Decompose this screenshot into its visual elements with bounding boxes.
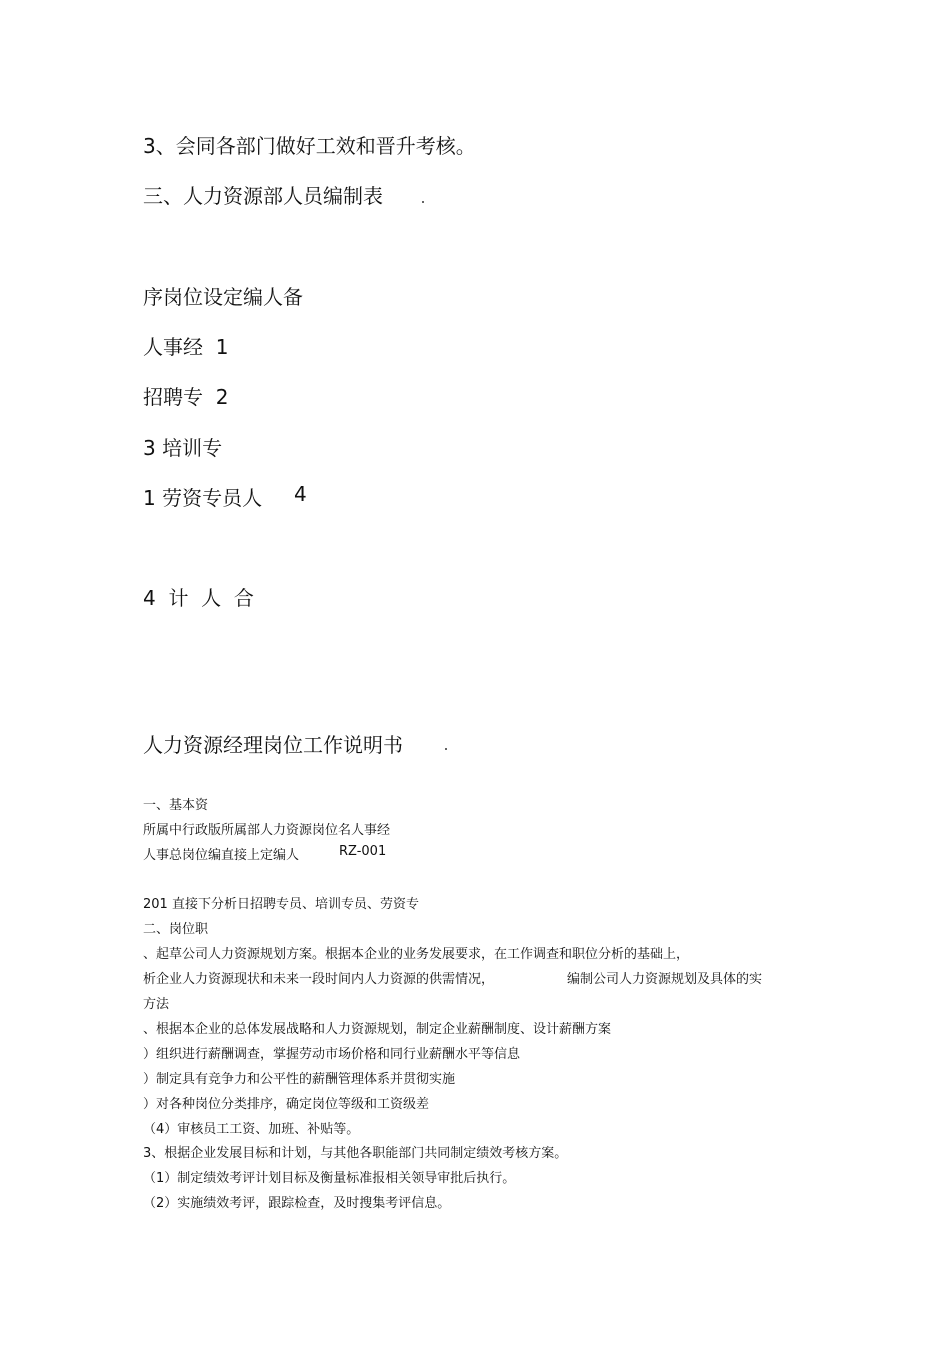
jd-line: 编制公司人力资源规划及具体的实	[567, 972, 763, 987]
stray-dot-mark	[422, 201, 424, 203]
jd-line: 所属中行政版所属部人力资源岗位名人事经	[143, 823, 391, 838]
jd-line: 人事总岗位编直接上定编人	[143, 848, 300, 863]
jd-line: （2）实施绩效考评，跟踪检查，及时搜集考评信息。	[143, 1196, 451, 1211]
jd-line: 、根据本企业的总体发展战略和人力资源规划，制定企业薪酬制度、设计薪酬方案	[143, 1022, 612, 1037]
table-row-training: 3 培训专	[143, 436, 223, 460]
jd-line: （4）审核员工工资、加班、补贴等。	[143, 1122, 360, 1137]
job-description-title: 人力资源经理岗位工作说明书	[143, 733, 403, 757]
table-row-total: 4 计 人 合	[143, 586, 254, 610]
table-row-hr-manager: 人事经 1	[143, 335, 229, 359]
stray-dot-mark	[445, 748, 447, 750]
jd-line: 3、根据企业发展目标和计划，与其他各职能部门共同制定绩效考核方案。	[143, 1146, 568, 1161]
jd-line: （1）制定绩效考评计划目标及衡量标准报相关领导审批后执行。	[143, 1171, 516, 1186]
table-row-payroll-count: 4	[294, 482, 307, 506]
line-appraisal: 3、会同各部门做好工效和晋升考核。	[143, 134, 476, 158]
jd-line: ）对各种岗位分类排序，确定岗位等级和工资级差	[143, 1097, 430, 1112]
jd-line: ）制定具有竞争力和公平性的薪酬管理体系并贯彻实施	[143, 1072, 456, 1087]
jd-line: 析企业人力资源现状和未来一段时间内人力资源的供需情况，	[143, 972, 495, 987]
table-header-row: 序岗位设定编人备	[143, 285, 303, 309]
jd-line: 、起草公司人力资源规划方案。根据本企业的业务发展要求，在工作调查和职位分析的基础上，	[143, 947, 690, 962]
jd-line: 一、基本资	[143, 798, 209, 813]
jd-line-code: RZ-001	[339, 844, 387, 859]
jd-line: 201 直接下分析日招聘专员、培训专员、劳资专	[143, 897, 419, 912]
jd-line: ）组织进行薪酬调查，掌握劳动市场价格和同行业薪酬水平等信息	[143, 1047, 521, 1062]
jd-line: 二、岗位职	[143, 922, 209, 937]
table-row-payroll: 1 劳资专员人	[143, 486, 263, 510]
jd-line: 方法	[143, 997, 170, 1012]
table-row-recruiting: 招聘专 2	[143, 385, 229, 409]
section-heading-staffing: 三、人力资源部人员编制表	[143, 184, 383, 208]
